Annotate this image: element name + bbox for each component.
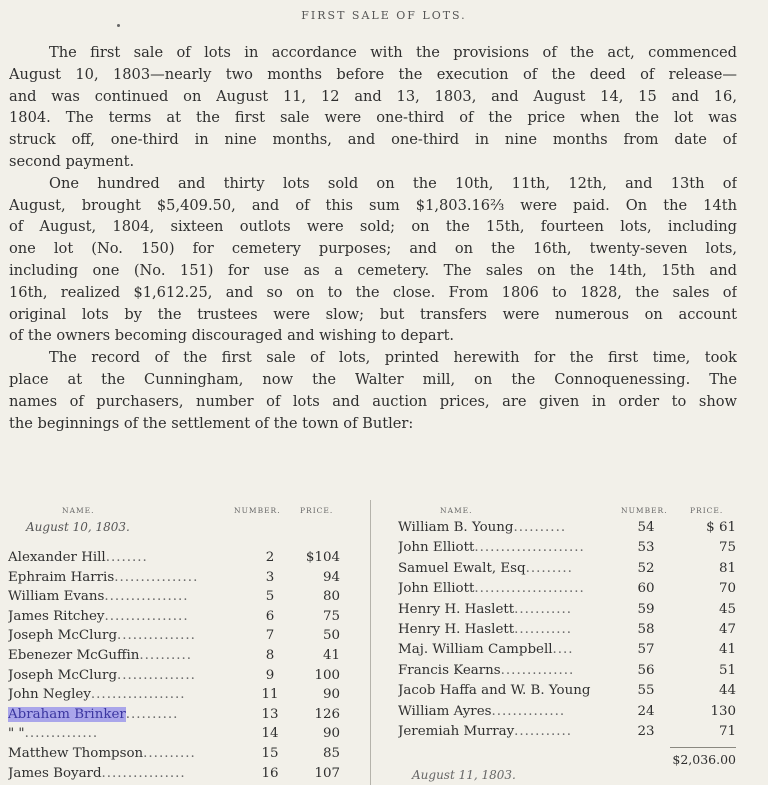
dot-leader: .........	[525, 560, 573, 576]
purchaser-name	[8, 607, 258, 626]
purchaser-name	[398, 722, 634, 741]
purchaser-name	[8, 764, 258, 783]
dot-leader: ..........	[139, 648, 192, 663]
lot-number: 56	[637, 662, 655, 678]
dot-leader: ...........	[514, 601, 572, 617]
table-row	[8, 548, 358, 567]
table-row	[8, 685, 358, 704]
paragraph-line: August, brought $5,409.50, and of this sum $1,803.16⅔ were paid. On the 14th	[9, 196, 737, 214]
purchaser-name	[8, 548, 258, 567]
table-row	[398, 600, 748, 619]
purchaser-name-text: Alexander Hill	[8, 550, 106, 565]
table-row	[8, 705, 358, 724]
lot-price: 44	[718, 683, 736, 699]
purchaser-name-text: Samuel Ewalt, Esq	[398, 560, 526, 576]
lot-number: 9	[265, 667, 275, 683]
purchaser-name	[398, 620, 634, 639]
paragraph-line: 1804. The terms at the first sale were one-third of the price when the lot was	[9, 109, 737, 127]
purchaser-name	[8, 646, 258, 665]
lot-price: 70	[718, 581, 736, 597]
paragraph-line: including one (No. 151) for use as a cemetery. The sales on the 14th, 15th and	[9, 261, 737, 279]
purchaser-name	[8, 744, 258, 763]
page-heading: FIRST SALE OF LOTS.	[301, 9, 467, 22]
purchaser-name	[8, 587, 258, 606]
left-name-header: NAME.	[62, 506, 95, 515]
lot-price: 90	[322, 687, 340, 703]
paragraph-line: place at the Cunningham, now the Walter mill, on the Connoquenessing. The	[9, 370, 737, 388]
lot-number: 6	[265, 608, 275, 624]
lot-price: 126	[314, 706, 340, 722]
purchaser-name-text: Joseph McClurg	[8, 667, 118, 683]
purchaser-name	[398, 538, 634, 557]
table-row	[398, 681, 748, 700]
dot-leader: ....	[552, 642, 574, 658]
dot-leader: ...............	[117, 628, 196, 644]
lot-number: 59	[637, 601, 655, 617]
purchaser-name	[398, 681, 634, 700]
lot-number: 55	[637, 683, 655, 699]
lot-price: 107	[314, 765, 340, 781]
table-row	[398, 702, 748, 721]
lot-number: 11	[261, 687, 279, 703]
paragraph-line: of the owners becoming discouraged and wishing to depart.	[9, 327, 455, 345]
lot-number: 13	[261, 706, 279, 722]
purchaser-name-text: Abraham Brinker	[8, 706, 126, 722]
lot-number: 2	[265, 550, 275, 565]
table-row	[8, 607, 358, 626]
table-row	[398, 722, 748, 741]
paragraph-line: of August, 1804, sixteen outlots were sold; on the 15th, fourteen lots, including	[9, 218, 737, 236]
lot-price: 94	[322, 569, 340, 585]
purchaser-name-text: Jacob Haffa and W. B. Young	[398, 683, 591, 699]
lot-price: 75	[718, 540, 736, 556]
lot-number: 16	[261, 765, 279, 781]
lot-price: 41	[718, 642, 736, 658]
table-row	[8, 724, 358, 743]
table-row	[398, 661, 748, 680]
purchaser-name-text: Francis Kearns	[398, 662, 501, 678]
lot-price: $104	[305, 550, 340, 565]
paragraph-line: one lot (No. 150) for cemetery purposes; and on the 16th, twenty-seven lots,	[9, 240, 737, 258]
lot-number: 3	[265, 569, 275, 585]
lot-price: 81	[718, 560, 736, 576]
dot-leader: ...........	[514, 622, 572, 637]
purchaser-name	[8, 626, 258, 645]
dot-leader: ................	[101, 765, 186, 781]
purchaser-name	[398, 579, 634, 598]
purchaser-name	[398, 559, 634, 578]
table-row	[398, 538, 748, 557]
purchaser-name	[398, 600, 634, 619]
lot-price: 51	[718, 662, 736, 678]
right-name-header: NAME.	[440, 506, 473, 515]
table-row	[398, 620, 748, 639]
lot-number: 58	[637, 622, 655, 637]
purchaser-name-text: James Ritchey	[8, 608, 105, 624]
dot-leader: ..........	[513, 520, 567, 535]
dot-leader: .....................	[474, 540, 585, 556]
paragraph-line: August 10, 1803—nearly two months before the execution of the deed of release—	[9, 65, 737, 83]
paragraph-line: original lots by the trustees were slow; but transfers were numerous on account	[9, 305, 737, 323]
lot-number: 53	[637, 540, 655, 556]
lot-price: 71	[718, 724, 736, 739]
lot-number: 23	[637, 724, 655, 739]
lot-number: 57	[637, 642, 655, 658]
purchaser-name-text: Henry H. Haslett	[398, 622, 515, 637]
paragraph-line: names of purchasers, number of lots and auction prices, are given in order to show	[9, 392, 737, 410]
lot-price: 100	[314, 667, 340, 683]
lot-price: 90	[322, 726, 340, 742]
right-date-subheading: August 11, 1803.	[412, 768, 516, 782]
purchaser-name	[8, 666, 258, 685]
dot-leader: ..........	[143, 746, 196, 761]
paragraph-block	[9, 42, 737, 434]
dot-leader: ...............	[117, 667, 196, 683]
lot-price: 41	[322, 648, 340, 663]
paragraph-line: second payment.	[9, 152, 135, 170]
dot-leader: ..........	[125, 706, 179, 722]
lot-number: 7	[265, 628, 275, 644]
dot-leader: .....................	[474, 581, 585, 597]
paragraph-line: The first sale of lots in accordance with the provisions of the act, commenced	[49, 44, 737, 61]
lot-number: 60	[637, 581, 655, 597]
dot-leader: ..............	[500, 662, 575, 678]
purchaser-name-text: " "	[8, 726, 25, 742]
paragraph-line: The record of the first sale of lots, printed herewith for the first time, took	[49, 349, 737, 367]
lot-number: 8	[265, 648, 275, 663]
lot-number: 15	[261, 746, 279, 761]
purchaser-name	[8, 685, 258, 704]
lot-price: 45	[718, 601, 736, 617]
table-row	[8, 646, 358, 665]
purchaser-name-text: James Boyard	[8, 765, 102, 781]
table-row	[398, 640, 748, 659]
lot-number: 5	[265, 589, 275, 605]
purchaser-name-text: Matthew Thompson	[8, 746, 144, 761]
sales-table	[0, 500, 768, 785]
purchaser-name	[8, 705, 258, 724]
purchaser-name-text: Ebenezer McGuffin	[8, 648, 140, 663]
table-row	[398, 559, 748, 578]
purchaser-name	[398, 640, 634, 659]
lot-price: 80	[322, 589, 340, 605]
dot-leader: ..............	[24, 726, 99, 742]
purchaser-name-text: Joseph McClurg	[8, 628, 118, 644]
lot-number: 54	[637, 520, 655, 535]
purchaser-name	[398, 661, 634, 680]
table-row	[8, 568, 358, 587]
purchaser-name-text: Maj. William Campbell	[398, 642, 553, 658]
lot-number: 24	[637, 703, 655, 719]
dot-leader: ...........	[514, 724, 572, 739]
purchaser-name	[398, 702, 634, 721]
right-number-header: NUMBER.	[621, 506, 668, 515]
table-row	[8, 666, 358, 685]
lot-price: 47	[718, 622, 736, 637]
paragraph-line: and was continued on August 11, 12 and 13, 1803, and August 14, 15 and 16,	[9, 87, 737, 105]
dot-leader: ................	[104, 589, 189, 605]
paragraph-line: 16th, realized $1,612.25, and so on to the close. From 1806 to 1828, the sales of	[9, 283, 737, 301]
paragraph-line: struck off, one-third in nine months, and one-third in nine months from date of	[9, 131, 737, 149]
left-number-header: NUMBER.	[234, 506, 281, 515]
table-row	[8, 587, 358, 606]
column-total: $2,036.00	[672, 752, 736, 767]
left-price-header: PRICE.	[300, 506, 334, 515]
table-row	[398, 518, 748, 537]
lot-price: 130	[710, 703, 736, 719]
lot-price: 50	[322, 628, 340, 644]
purchaser-name-text: William Ayres	[398, 703, 492, 719]
purchaser-name-text: John Elliott	[398, 540, 475, 556]
table-row	[8, 626, 358, 645]
table-row	[8, 744, 358, 763]
purchaser-name-text: Jeremiah Murray	[398, 724, 515, 739]
column-divider	[370, 500, 371, 785]
dot-leader: ..............	[491, 703, 566, 719]
table-row	[398, 579, 748, 598]
right-price-header: PRICE.	[690, 506, 724, 515]
dot-leader: ..................	[90, 687, 186, 703]
paragraph-line: One hundred and thirty lots sold on the 10th, 11th, 12th, and 13th of	[49, 174, 737, 192]
purchaser-name-text: William B. Young	[398, 520, 514, 535]
lot-price: $ 61	[706, 520, 736, 535]
paragraph-line: the beginnings of the settlement of the town of Butler:	[9, 414, 414, 432]
lot-number: 52	[637, 560, 655, 576]
ink-mark	[117, 24, 120, 27]
purchaser-name-text: William Evans	[8, 589, 105, 605]
purchaser-name-text: John Negley	[8, 687, 91, 703]
left-date-subheading: August 10, 1803.	[26, 520, 130, 534]
purchaser-name-text: Ephraim Harris	[8, 569, 115, 585]
purchaser-name	[398, 518, 634, 537]
purchaser-name-text: Henry H. Haslett	[398, 601, 515, 617]
sum-rule	[670, 747, 736, 748]
lot-number: 14	[261, 726, 279, 742]
purchaser-name	[8, 724, 258, 743]
table-row	[8, 764, 358, 783]
dot-leader: ........	[105, 550, 148, 565]
purchaser-name	[8, 568, 258, 587]
purchaser-name-text: John Elliott	[398, 581, 475, 597]
lot-price: 85	[322, 746, 340, 761]
dot-leader: ................	[104, 608, 189, 624]
lot-price: 75	[322, 608, 340, 624]
dot-leader: ................	[114, 569, 199, 585]
